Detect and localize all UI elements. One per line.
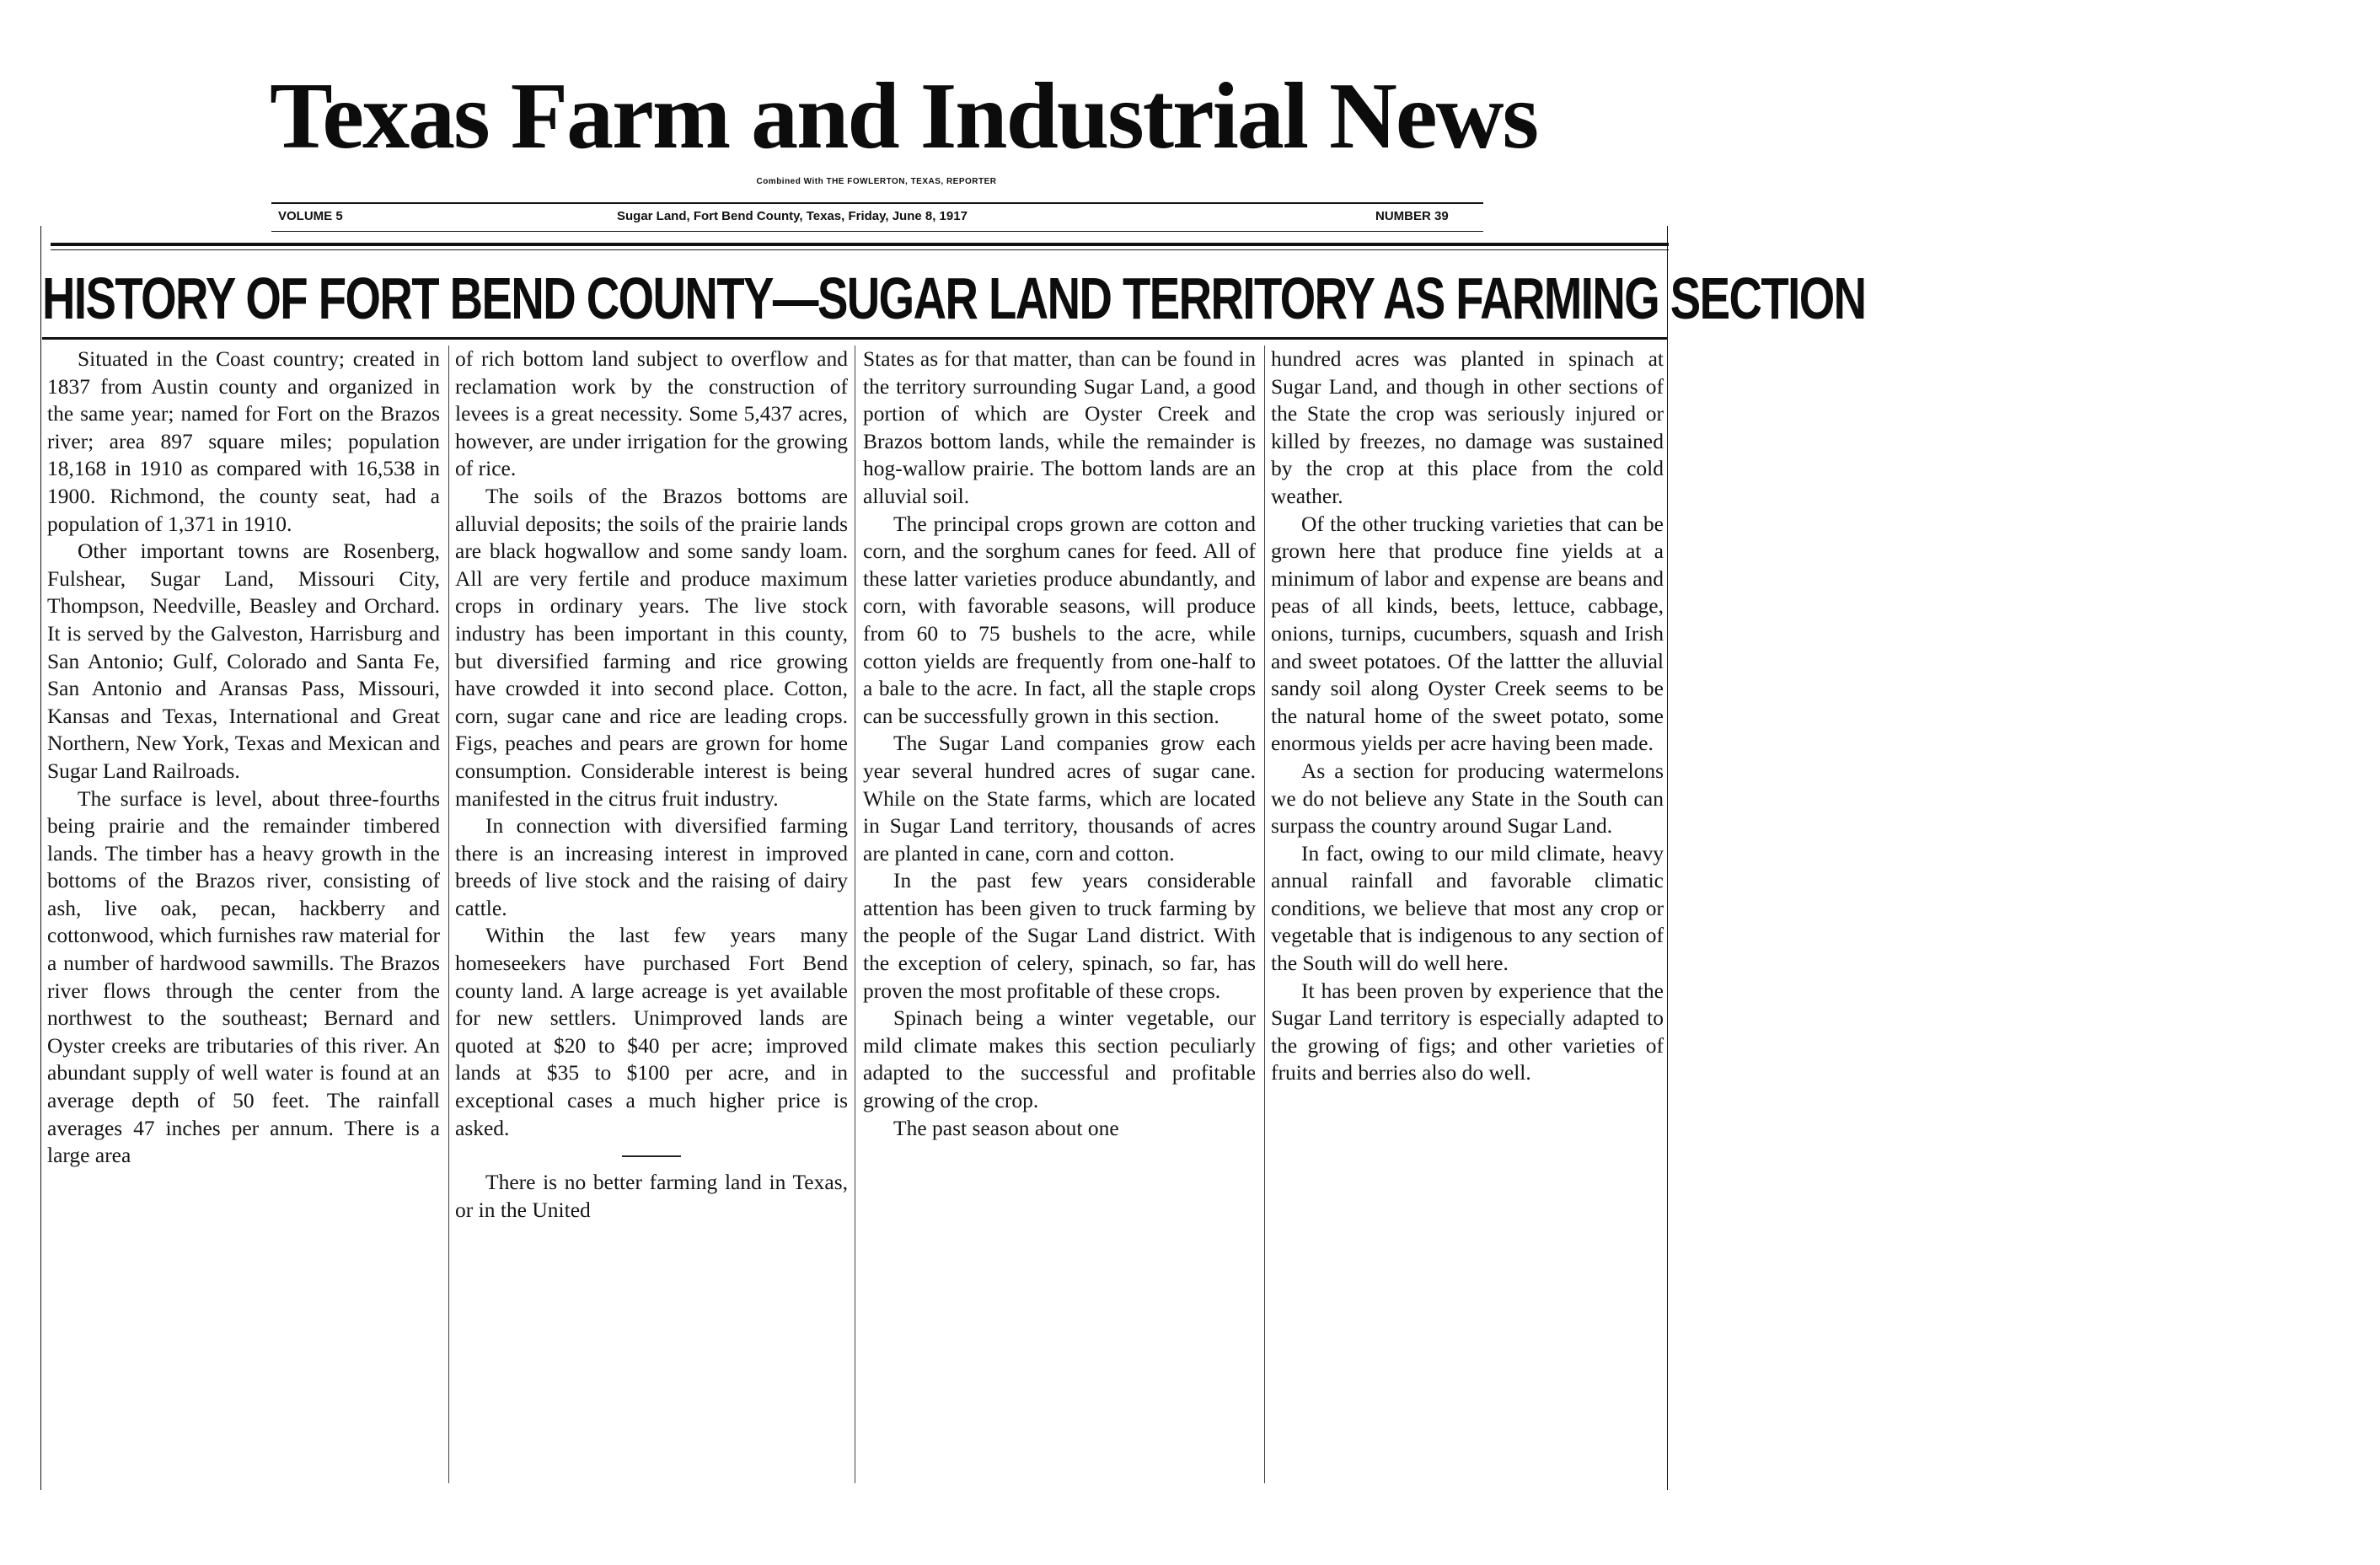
article-paragraph: It has been proven by experience that the Sugar Land territory is especially adapted to the growing of figs; and other varieties of fruits and berries also do well. [1271, 978, 1664, 1085]
article-paragraph: Spinach being a winter vegetable, our mild climate makes this section peculiarly adapted to the successful and profitable growing of the crop. [863, 1005, 1256, 1113]
headline-rule-thin [51, 249, 1669, 250]
column-rule-3 [1264, 346, 1265, 1483]
article-paragraph: In the past few years considerable attention has been given to truck farming by the people of the Sugar Land district. With the exception of celery, spinach, so far, has proven the most profitable of these crops. [863, 868, 1256, 1003]
article-paragraph: As a section for producing watermelons we do not believe any State in the South can surpass the country around Sugar Land. [1271, 758, 1664, 839]
article-paragraph: Situated in the Coast country; created in 1837 from Austin county and organized in the same year; named for Fort on the Brazos river; area 897 square miles; population 18,168 in 1910 as compared with 16,538 in 1900. Richmond, the county seat, had a population of 1,371 in 1910. [47, 346, 440, 536]
article-headline-text: HISTORY OF FORT BEND COUNTY—SUGAR LAND TERRITORY AS FARMING SECTION [42, 265, 1866, 331]
article-column-3 [863, 346, 1256, 1492]
article-paragraph: In fact, owing to our mild climate, heavy annual rainfall and favorable climatic conditions, we believe that most any crop or vegetable that is indigenous to any section of the South will do well here. [1271, 840, 1664, 976]
article-paragraph: hundred acres was planted in spinach at Sugar Land, and though in other sections of the State the crop was seriously injured or killed by freezes, no damage was sustained by the crop at this place from the cold weather. [1271, 346, 1664, 508]
newspaper-masthead: Texas Farm and Industrial News [270, 64, 1538, 169]
column-rule-1 [448, 346, 449, 1483]
dateline: Sugar Land, Fort Bend County, Texas, Friday, June 8, 1917 [617, 209, 968, 223]
article-paragraph: The Sugar Land companies grow each year several hundred acres of sugar cane. While on the State farms, which are located in Sugar Land territory, thousands of acres are planted in cane, corn and cotton. [863, 731, 1256, 866]
headline-underline [42, 337, 1667, 340]
article-column-2 [455, 346, 848, 1492]
article-paragraph: of rich bottom land subject to overflow and reclamation work by the construction of levees is a great necessity. Some 5,437 acres, however, are under irrigation for the growing of rice. [455, 346, 848, 481]
right-border [1667, 226, 1668, 1490]
article-paragraph: States as for that matter, than can be found in the territory surrounding Sugar Land, a good portion of which are Oyster Creek and Brazos bottom lands, while the remainder is hog-wallow prairie. The bottom lands are an alluvial soil. [863, 346, 1256, 508]
infobar-rule-top [271, 231, 1483, 232]
article-paragraph: The surface is level, about three-fourths being prairie and the remainder timbered lands. The timber has a heavy growth in the bottoms of the Brazos river, consisting of ash, live oak, pecan, hackberry and cottonwood, which furnishes raw material for a number of hardwood sawmills. The Brazos river flows through the center from the northwest to the southeast; Bernard and Oyster creeks are tributaries of this river. An abundant supply of well water is found at an average depth of 50 feet. The rainfall averages 47 inches per annum. There is a large area [47, 785, 440, 1168]
article-column-4 [1271, 346, 1664, 1492]
article-paragraph: In connection with diversified farming there is an increasing interest in improved breeds of live stock and the raising of dairy cattle. [455, 813, 848, 920]
article-paragraph: Of the other trucking varieties that can be grown here that produce fine yields at a minimum of labor and expense are beans and peas of all kinds, beets, lettuce, cabbage, onions, turnips, cucumbers, squash and Irish and sweet potatoes. Of the lattter the alluvial sandy soil along Oyster Creek seems to be the natural home of the sweet potato, some enormous yields per acre having been made. [1271, 511, 1664, 756]
headline-rule-thick [51, 243, 1669, 246]
masthead-subline: Combined With THE FOWLERTON, TEXAS, REPORTER [756, 177, 997, 186]
issue-number: NUMBER 39 [1375, 209, 1449, 223]
article-column-1 [47, 346, 440, 1492]
masthead-rule [271, 202, 1483, 204]
left-border [40, 226, 41, 1490]
article-paragraph: Other important towns are Rosenberg, Fulshear, Sugar Land, Missouri City, Thompson, Needville, Beasley and Orchard. It is served by the Galveston, Harrisburg and San Antonio; Gulf, Colorado and Santa Fe, San Antonio and Aransas Pass, Missouri, Kansas and Texas, International and Great Northern, New York, Texas and Mexican and Sugar Land Railroads. [47, 539, 440, 783]
article-paragraph: Within the last few years many homeseekers have purchased Fort Bend county land. A large acreage is yet available for new settlers. Unimproved lands are quoted at $20 to $40 per acre; improved lands at $35 to $100 per acre, and in exceptional cases a much higher price is asked. [455, 923, 848, 1140]
volume-label: VOLUME 5 [278, 209, 343, 223]
article-headline [42, 260, 1866, 337]
article-paragraph: The past season about one [893, 1115, 1119, 1140]
article-paragraph: The soils of the Brazos bottoms are alluvial deposits; the soils of the prairie lands are black hogwallow and some sandy loam. All are very fertile and produce maximum crops in ordinary years. The live stock industry has been important in this county, but diversified farming and rice growing have crowded it into second place. Cotton, corn, sugar cane and rice are leading crops. Figs, peaches and pears are grown for home consumption. Considerable interest is being manifested in the citrus fruit industry. [455, 483, 848, 811]
article-paragraph: There is no better farming land in Texas, or in the United [455, 1170, 848, 1222]
article-paragraph: The principal crops grown are cotton and corn, and the sorghum canes for feed. All of these latter varieties produce abundantly, and corn, with favorable seasons, will produce from 60 to 75 bushels to the acre, while cotton yields are frequently from one-half to a bale to the acre. In fact, all the staple crops can be successfully grown in this section. [863, 511, 1256, 728]
section-separator [622, 1155, 681, 1157]
